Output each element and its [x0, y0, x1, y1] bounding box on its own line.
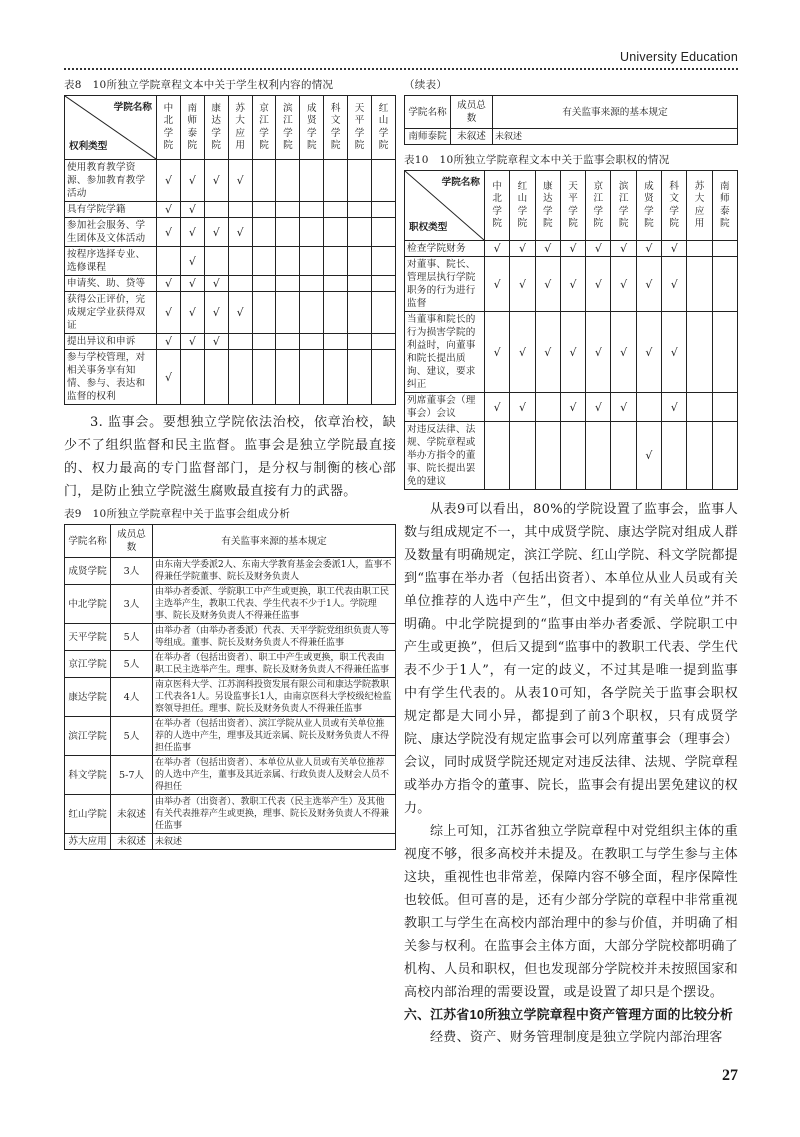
check-cell: √ [662, 241, 687, 257]
corner-header-cell [405, 171, 485, 241]
corner-label-top: 学院名称 [113, 102, 152, 113]
check-cell: √ [157, 292, 181, 334]
supervisor-source-rule: 由举办者委派、学院职工中产生或更换，职工代表由职工民主选举产生，教职工代表、学生代表不少于1人。学院理事、院长及财务负责人不得兼任监事 [153, 585, 396, 624]
check-cell [300, 202, 324, 218]
check-cell: √ [586, 257, 611, 312]
table-row [65, 202, 396, 218]
row-label: 对违反法律、法规、学院章程或举办方指令的董事、院长提出罢免的建议 [405, 422, 485, 490]
check-cell [662, 422, 687, 490]
check-cell [300, 334, 324, 350]
check-cell [252, 202, 276, 218]
header-row [65, 525, 396, 558]
check-cell [372, 276, 396, 292]
member-count: 3人 [111, 585, 153, 624]
table9-caption: 表9 10所独立学院章程中关于监事会组成分析 [64, 508, 291, 520]
check-cell [372, 202, 396, 218]
table-row [65, 834, 396, 850]
check-cell: √ [636, 257, 661, 312]
check-cell [324, 160, 348, 202]
check-cell [372, 350, 396, 405]
check-cell [252, 247, 276, 276]
check-cell [372, 292, 396, 334]
check-cell: √ [157, 350, 181, 405]
check-cell [348, 350, 372, 405]
column-header [510, 171, 535, 241]
check-cell: √ [204, 160, 228, 202]
check-cell [712, 312, 737, 393]
left-paragraph-1: 3. 监事会。要想独立学院依法治校，依章治校，缺少不了组织监督和民主监督。监事会是独立学院最直接的、权力最高的专门监督部门，是分权与制衡的核心部门，是防止独立学院滋生腐败最直接有力的武器。 [64, 415, 396, 499]
check-cell [560, 422, 585, 490]
check-cell [485, 422, 510, 490]
column-header-label: 京江学院 [593, 180, 604, 229]
member-count: 5人 [111, 624, 153, 651]
journal-brand: University Education [620, 50, 738, 64]
supervisor-source-rule: 由举办者（由举办者委派）代表、天平学院党组织负责人等等组成。董事、院长及财务负责人不得兼任监事 [153, 624, 396, 651]
college-name: 苏大应用 [65, 834, 111, 850]
table10 [404, 170, 738, 490]
check-cell [300, 350, 324, 405]
check-cell: √ [157, 160, 181, 202]
check-cell [348, 334, 372, 350]
right-paragraph-3: 经费、资产、财务管理制度是独立学院内部治理客 [430, 1030, 723, 1045]
supervisor-source-rule: 在举办者（包括出资者）、滨江学院从业人员或有关单位推荐的人选中产生，理事及其近亲属、院长及财务负责人不得担任监事 [153, 717, 396, 756]
check-cell: √ [180, 276, 204, 292]
check-cell [636, 393, 661, 422]
check-cell [372, 160, 396, 202]
check-cell: √ [157, 202, 181, 218]
header-row [405, 171, 738, 241]
table-row [65, 218, 396, 247]
check-cell [324, 292, 348, 334]
college-name: 京江学院 [65, 651, 111, 678]
table-row [65, 350, 396, 405]
check-cell: √ [636, 422, 661, 490]
right-paragraph-2: 综上可知，江苏省独立学院章程中对党组织主体的重视度不够，很多高校并未提及。在教职工与学生参与主体这块，重视性也非常差，保障内容不够全面，程序保障性也较低。但可喜的是，还有少部分学院的章程中非常重视教职工与学生在高校内部治理中的参与价值，并明确了相关参与权利。在监事会主体方面，大部分学院校都明确了机构、人员和职权，但也发现部分学院校并未按照国家和高校内部治理的需要设置，或是设置了却只是个摆设。 [404, 824, 738, 1000]
supervisor-source-rule: 未叙述 [493, 129, 738, 145]
check-cell [252, 276, 276, 292]
row-label: 获得公正评价，完成规定学业获得双证 [65, 292, 157, 334]
column-header-label: 康达学院 [542, 180, 553, 229]
check-cell [300, 247, 324, 276]
row-label: 参加社会服务、学生团体及文体活动 [65, 218, 157, 247]
check-cell: √ [204, 334, 228, 350]
right-paragraph-1: 从表9可以看出，80%的学院设置了监事会，监事人数与组成规定不一，其中成贤学院、康达学院对组成人群及数量有明确规定，滨江学院、红山学院、科文学院都提到“监事在举办者（包括出资者）、本单位从业人员或有关单位推荐的人选中产生”，但文中提到的“有关单位”并不明确。中北学院提到的“监事由举办者委派、学院职工中产生或更换”，但后又提到“监事中的教职工代表、学生代表不少于1人”，有一定的歧义，不过其是唯一提到监事中有学生代表的。从表10可知，各学院关于监事会职权规定都是大同小异，都提到了前3个职权，只有成贤学院、康达学院没有规定监事会可以列席董事会（理事会）会议，同时成贤学院还规定对违反法律、法规、学院章程或举办方指令的董事、院长，监事会有提出罢免建议的权力。 [404, 502, 738, 816]
check-cell [228, 350, 252, 405]
column-header-label: 成贤学院 [306, 102, 317, 151]
check-cell [276, 276, 300, 292]
column-header-label: 红山学院 [517, 180, 528, 229]
corner-label-bottom: 权利类型 [69, 141, 108, 152]
column-header-label: 中北学院 [163, 102, 174, 151]
column-header [712, 171, 737, 241]
check-cell [324, 276, 348, 292]
check-cell [252, 350, 276, 405]
check-cell: √ [510, 257, 535, 312]
table-row [65, 160, 396, 202]
page-header [0, 0, 800, 70]
supervisor-source-rule: 由举办者（出资者）、教职工代表（民主选举产生）及其他有关代表推荐产生或更换，理事、院长及财务负责人不得兼任监事 [153, 795, 396, 834]
college-name: 红山学院 [65, 795, 111, 834]
check-cell [372, 218, 396, 247]
check-cell [687, 257, 712, 312]
check-cell: √ [510, 241, 535, 257]
check-cell [276, 247, 300, 276]
column-header: 有关监事来源的基本规定 [493, 96, 738, 129]
check-cell [300, 276, 324, 292]
check-cell [372, 247, 396, 276]
check-cell: √ [535, 312, 560, 393]
check-cell [348, 160, 372, 202]
check-cell: √ [510, 312, 535, 393]
check-cell [276, 334, 300, 350]
page-number: 27 [722, 1067, 738, 1084]
check-cell [348, 218, 372, 247]
column-header [276, 96, 300, 160]
check-cell: √ [662, 393, 687, 422]
check-cell [324, 218, 348, 247]
column-header-label: 康达学院 [211, 102, 222, 151]
table-row [405, 422, 738, 490]
check-cell [586, 422, 611, 490]
column-header-label: 滨江学院 [618, 180, 629, 229]
column-header: 成员总数 [111, 525, 153, 558]
check-cell [324, 202, 348, 218]
column-header [348, 96, 372, 160]
table-row [65, 276, 396, 292]
column-header [300, 96, 324, 160]
check-cell [510, 422, 535, 490]
check-cell: √ [611, 312, 636, 393]
column-header-label: 天平学院 [568, 180, 578, 229]
corner-header-cell [65, 96, 157, 160]
supervisor-source-rule: 由东南大学委派2人、东南大学教育基金会委派1人，监事不得兼任学院董事、院长及财务负责人 [153, 558, 396, 585]
check-cell: √ [636, 241, 661, 257]
member-count: 5-7人 [111, 756, 153, 795]
table-row [405, 393, 738, 422]
supervisor-source-rule: 在举办者（包括出资者）、本单位从业人员或有关单位推荐的人选中产生，董事及其近亲属、行政负责人及财会人员不得担任 [153, 756, 396, 795]
header-row [405, 96, 738, 129]
table-row [65, 678, 396, 717]
check-cell: √ [611, 257, 636, 312]
member-count: 5人 [111, 651, 153, 678]
check-cell [252, 334, 276, 350]
check-cell: √ [535, 257, 560, 312]
check-cell: √ [228, 218, 252, 247]
table9-continued-caption: （续表） [404, 79, 448, 91]
header-row [65, 96, 396, 160]
check-cell: √ [157, 334, 181, 350]
check-cell [157, 247, 181, 276]
column-header [662, 171, 687, 241]
table-row [65, 558, 396, 585]
check-cell [348, 247, 372, 276]
row-label: 申请奖、助、贷等 [65, 276, 157, 292]
table-row [65, 795, 396, 834]
table-row [65, 334, 396, 350]
check-cell [204, 202, 228, 218]
column-header [180, 96, 204, 160]
check-cell: √ [180, 202, 204, 218]
column-header-label: 科文学院 [669, 180, 680, 229]
column-header-label: 京江学院 [259, 102, 269, 151]
check-cell: √ [611, 393, 636, 422]
check-cell [300, 160, 324, 202]
check-cell [687, 393, 712, 422]
member-count: 未叙述 [111, 795, 153, 834]
check-cell [252, 292, 276, 334]
table-row [405, 241, 738, 257]
check-cell [252, 218, 276, 247]
check-cell: √ [586, 393, 611, 422]
column-header [586, 171, 611, 241]
table-row [405, 257, 738, 312]
check-cell [300, 218, 324, 247]
table-row [65, 292, 396, 334]
check-cell: √ [180, 218, 204, 247]
check-cell [228, 247, 252, 276]
column-header: 有关监事来源的基本规定 [153, 525, 396, 558]
check-cell: √ [560, 241, 585, 257]
column-header [611, 171, 636, 241]
table9 [64, 524, 396, 850]
member-count: 未叙述 [111, 834, 153, 850]
column-header-label: 南师泰院 [187, 102, 198, 151]
check-cell [204, 350, 228, 405]
check-cell: √ [180, 292, 204, 334]
check-cell: √ [636, 312, 661, 393]
column-header-label: 南师泰院 [720, 180, 730, 229]
column-header-label: 苏大应用 [235, 102, 245, 151]
supervisor-source-rule: 在举办者（包括出资者）、职工中产生或更换，职工代表由职工民主选举产生。理事、院长及财务负责人不得兼任监事 [153, 651, 396, 678]
column-header [228, 96, 252, 160]
row-label: 提出异议和申诉 [65, 334, 157, 350]
row-label: 列席董事会（理事会）会议 [405, 393, 485, 422]
check-cell [228, 202, 252, 218]
table8 [64, 95, 396, 405]
check-cell [324, 350, 348, 405]
check-cell: √ [510, 393, 535, 422]
column-header-label: 红山学院 [378, 102, 389, 151]
column-header [560, 171, 585, 241]
corner-label-top: 学院名称 [441, 177, 480, 188]
college-name: 成贤学院 [65, 558, 111, 585]
column-header [485, 171, 510, 241]
table-row [65, 651, 396, 678]
column-header-label: 苏大应用 [694, 180, 705, 229]
table-row [65, 247, 396, 276]
corner-label-bottom: 职权类型 [409, 222, 448, 233]
left-column [64, 78, 396, 850]
college-name: 天平学院 [65, 624, 111, 651]
header-dotted-rule [64, 68, 738, 70]
member-count: 5人 [111, 717, 153, 756]
check-cell [228, 276, 252, 292]
check-cell [687, 241, 712, 257]
column-header-label: 中北学院 [492, 180, 502, 229]
column-header [204, 96, 228, 160]
check-cell [180, 350, 204, 405]
check-cell [228, 334, 252, 350]
check-cell: √ [228, 292, 252, 334]
row-label: 按程序选择专业、选修课程 [65, 247, 157, 276]
member-count: 未叙述 [451, 129, 493, 145]
table-row [65, 717, 396, 756]
check-cell: √ [485, 257, 510, 312]
table8-caption: 表8 10所独立学院章程文本中关于学生权利内容的情况 [64, 79, 334, 91]
check-cell [276, 292, 300, 334]
column-header [636, 171, 661, 241]
college-name: 康达学院 [65, 678, 111, 717]
check-cell [687, 312, 712, 393]
section-heading: 六、江苏省10所独立学院章程中资产管理方面的比较分析 [404, 1007, 734, 1022]
college-name: 中北学院 [65, 585, 111, 624]
column-header-label: 成贤学院 [644, 180, 654, 229]
college-name: 南师泰院 [405, 129, 451, 145]
check-cell: √ [560, 257, 585, 312]
column-header [687, 171, 712, 241]
check-cell [687, 422, 712, 490]
check-cell: √ [485, 241, 510, 257]
check-cell [712, 393, 737, 422]
check-cell [348, 292, 372, 334]
row-label: 当董事和院长的行为损害学院的利益时，向董事和院长提出质询、建议，要求纠正 [405, 312, 485, 393]
check-cell [276, 350, 300, 405]
check-cell: √ [180, 334, 204, 350]
column-header-label: 滨江学院 [283, 102, 293, 151]
row-label: 使用教育教学资源、参加教育教学活动 [65, 160, 157, 202]
check-cell [712, 241, 737, 257]
check-cell: √ [180, 247, 204, 276]
right-body-text [404, 498, 738, 1049]
column-header-label: 天平学院 [354, 102, 365, 151]
check-cell: √ [180, 160, 204, 202]
supervisor-source-rule: 未叙述 [153, 834, 396, 850]
column-header [252, 96, 276, 160]
check-cell [300, 292, 324, 334]
table10-caption: 表10 10所独立学院章程文本中关于监事会职权的情况 [404, 154, 670, 166]
table-row [65, 756, 396, 795]
left-body-text [64, 411, 396, 503]
check-cell [535, 393, 560, 422]
check-cell [204, 247, 228, 276]
supervisor-source-rule: 南京医科大学、江苏润科投资发展有限公司和康达学院教职工代表各1人。另设监事长1人，由南京医科大学校级纪检监察领导担任。理事、院长及财务负责人不得兼任监事 [153, 678, 396, 717]
check-cell [252, 160, 276, 202]
check-cell: √ [204, 292, 228, 334]
check-cell: √ [662, 312, 687, 393]
column-header: 学院名称 [405, 96, 451, 129]
check-cell: √ [560, 393, 585, 422]
check-cell [372, 334, 396, 350]
check-cell: √ [535, 241, 560, 257]
check-cell: √ [485, 393, 510, 422]
college-name: 科文学院 [65, 756, 111, 795]
check-cell [712, 422, 737, 490]
check-cell: √ [157, 276, 181, 292]
column-header: 成员总数 [451, 96, 493, 129]
column-header: 学院名称 [65, 525, 111, 558]
row-label: 检查学院财务 [405, 241, 485, 257]
column-header [372, 96, 396, 160]
check-cell [324, 247, 348, 276]
member-count: 3人 [111, 558, 153, 585]
table-row [65, 624, 396, 651]
column-header [324, 96, 348, 160]
right-column [404, 78, 738, 1049]
row-label: 具有学院学籍 [65, 202, 157, 218]
check-cell: √ [157, 218, 181, 247]
check-cell: √ [560, 312, 585, 393]
college-name: 滨江学院 [65, 717, 111, 756]
check-cell: √ [586, 241, 611, 257]
member-count: 4人 [111, 678, 153, 717]
check-cell [276, 160, 300, 202]
check-cell [276, 218, 300, 247]
column-header [535, 171, 560, 241]
check-cell [324, 334, 348, 350]
table-row [405, 312, 738, 393]
table-row [405, 129, 738, 145]
column-header [157, 96, 181, 160]
row-label: 对董事、院长、管理层执行学院职务的行为进行监督 [405, 257, 485, 312]
check-cell [712, 257, 737, 312]
check-cell [348, 276, 372, 292]
check-cell: √ [611, 241, 636, 257]
check-cell: √ [485, 312, 510, 393]
column-header-label: 科文学院 [330, 102, 341, 151]
row-label: 参与学校管理，对相关事务享有知情、参与、表达和监督的权利 [65, 350, 157, 405]
check-cell: √ [204, 276, 228, 292]
check-cell: √ [204, 218, 228, 247]
check-cell [276, 202, 300, 218]
check-cell: √ [586, 312, 611, 393]
check-cell: √ [228, 160, 252, 202]
check-cell: √ [662, 257, 687, 312]
table-row [65, 585, 396, 624]
table9-continued [404, 95, 738, 145]
check-cell [535, 422, 560, 490]
check-cell [348, 202, 372, 218]
check-cell [611, 422, 636, 490]
